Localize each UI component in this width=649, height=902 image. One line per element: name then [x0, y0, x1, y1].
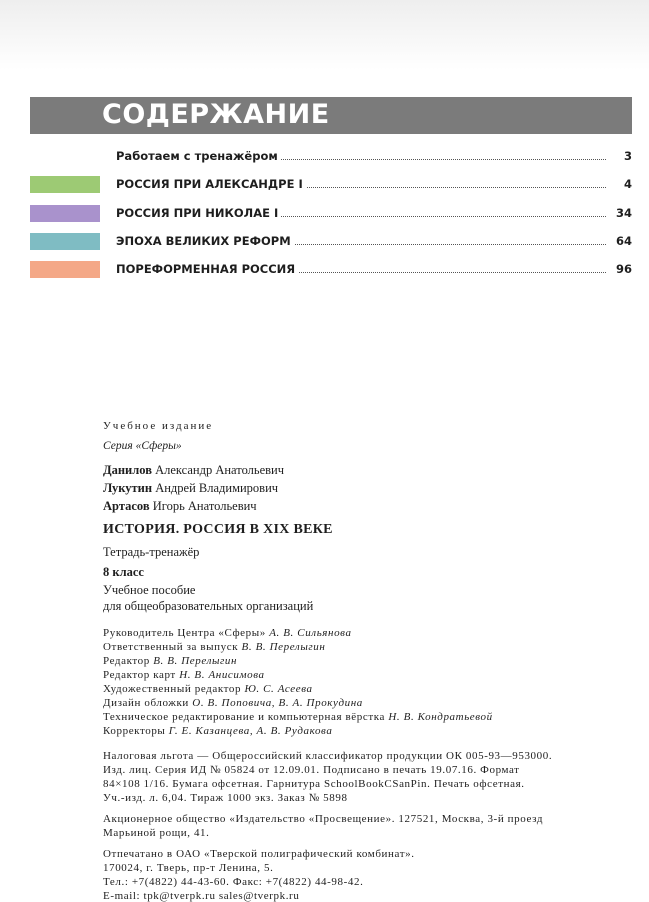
- page-top-shadow: [0, 0, 649, 70]
- credit-line: [103, 697, 363, 709]
- credit-role: Ответственный за выпуск: [103, 641, 239, 653]
- publisher-line: Марьиной рощи, 41.: [103, 827, 210, 839]
- author-line: [103, 481, 278, 496]
- author-name: Андрей Владимирович: [155, 481, 279, 495]
- purpose-line: Учебное пособие: [103, 583, 196, 597]
- author-name: Александр Анатольевич: [155, 463, 285, 477]
- purpose-line: для общеобразовательных организаций: [103, 599, 314, 613]
- credit-person: А. В. Сильянова: [269, 627, 352, 639]
- credit-person: Г. Е. Казанцева, А. В. Рудакова: [168, 725, 333, 737]
- toc-entry[interactable]: [30, 147, 632, 167]
- credit-role: Дизайн обложки: [103, 697, 189, 709]
- section-color-swatch: [30, 176, 100, 193]
- author-name: Игорь Анатольевич: [152, 499, 257, 513]
- publishing-line: Изд. лиц. Серия ИД № 05824 от 12.09.01. Подписано в печать 19.07.16. Формат: [103, 764, 520, 776]
- credit-line: [103, 641, 325, 653]
- book-title: ИСТОРИЯ. РОССИЯ В XIX ВЕКЕ: [103, 522, 333, 537]
- toc-entry-page: 4: [623, 177, 632, 191]
- toc-entry-page: 34: [615, 206, 632, 220]
- credit-role: Редактор: [103, 655, 150, 667]
- credit-person: Ю. С. Асеева: [244, 683, 313, 695]
- printer-line: Тел.: +7(4822) 44-43-60. Факс: +7(4822) 44-98-42.: [103, 876, 364, 888]
- credit-person: Н. В. Анисимова: [179, 669, 265, 681]
- toc-entry[interactable]: [30, 260, 632, 280]
- contents-heading-band: [30, 97, 632, 134]
- toc-entry[interactable]: [30, 232, 632, 252]
- book-subtitle: Тетрадь-тренажёр: [103, 545, 200, 559]
- author-surname: Данилов: [103, 463, 152, 477]
- credit-line: [103, 655, 237, 667]
- section-color-swatch: [30, 205, 100, 222]
- edition-type: Учебное издание: [103, 420, 214, 432]
- credit-line: [103, 669, 265, 681]
- printer-line: 170024, г. Тверь, пр-т Ленина, 5.: [103, 862, 274, 874]
- series-name: Серия «Сферы»: [103, 440, 182, 452]
- section-color-swatch: [30, 233, 100, 250]
- author-surname: Лукутин: [103, 481, 153, 495]
- toc-entry[interactable]: [30, 175, 632, 195]
- credit-person: Н. В. Кондратьевой: [388, 711, 493, 723]
- toc-entry-page: 64: [615, 234, 632, 248]
- grade: 8 класс: [103, 565, 144, 579]
- credit-person: О. В. Поповича, В. А. Прокудина: [192, 697, 363, 709]
- toc-entry-page: 3: [623, 149, 632, 163]
- toc-entry-title: ЭПОХА ВЕЛИКИХ РЕФОРМ: [116, 234, 294, 248]
- toc-entry-title: РОССИЯ ПРИ АЛЕКСАНДРЕ I: [116, 177, 306, 191]
- credit-role: Руководитель Центра «Сферы»: [103, 627, 266, 639]
- credit-person: В. В. Перелыгин: [241, 641, 326, 653]
- toc-entry-title: РОССИЯ ПРИ НИКОЛАЕ I: [116, 206, 281, 220]
- credit-person: В. В. Перелыгин: [153, 655, 238, 667]
- credit-role: Редактор карт: [103, 669, 176, 681]
- contents-heading: СОДЕРЖАНИЕ: [102, 99, 330, 130]
- toc-entry-title: ПОРЕФОРМЕННАЯ РОССИЯ: [116, 262, 298, 276]
- publisher-line: Акционерное общество «Издательство «Просвещение». 127521, Москва, 3-й проезд: [103, 813, 544, 825]
- credit-line: [103, 683, 313, 695]
- credit-role: Художественный редактор: [103, 683, 242, 695]
- printer-line: Отпечатано в ОАО «Тверской полиграфический комбинат».: [103, 848, 415, 860]
- toc-entry-page: 96: [615, 262, 632, 276]
- credit-role: Техническое редактирование и компьютерная вёрстка: [103, 711, 386, 723]
- author-line: [103, 463, 284, 478]
- author-surname: Артасов: [103, 499, 150, 513]
- publishing-line: Уч.-изд. л. 6,04. Тираж 1000 экз. Заказ № 5898: [103, 792, 348, 804]
- credit-line: [103, 725, 332, 737]
- credit-line: [103, 711, 493, 723]
- printer-line: E-mail: tpk@tverpk.ru sales@tverpk.ru: [103, 890, 300, 902]
- toc-entry-title: Работаем с тренажёром: [116, 149, 281, 163]
- toc-entry[interactable]: [30, 204, 632, 224]
- publishing-line: Налоговая льгота — Общероссийский классификатор продукции ОК 005-93—953000.: [103, 750, 553, 762]
- section-color-swatch: [30, 261, 100, 278]
- credit-line: [103, 627, 352, 639]
- author-line: [103, 499, 257, 514]
- publishing-line: 84×108 1/16. Бумага офсетная. Гарнитура SchoolBookCSanPin. Печать офсетная.: [103, 778, 525, 790]
- credit-role: Корректоры: [103, 725, 166, 737]
